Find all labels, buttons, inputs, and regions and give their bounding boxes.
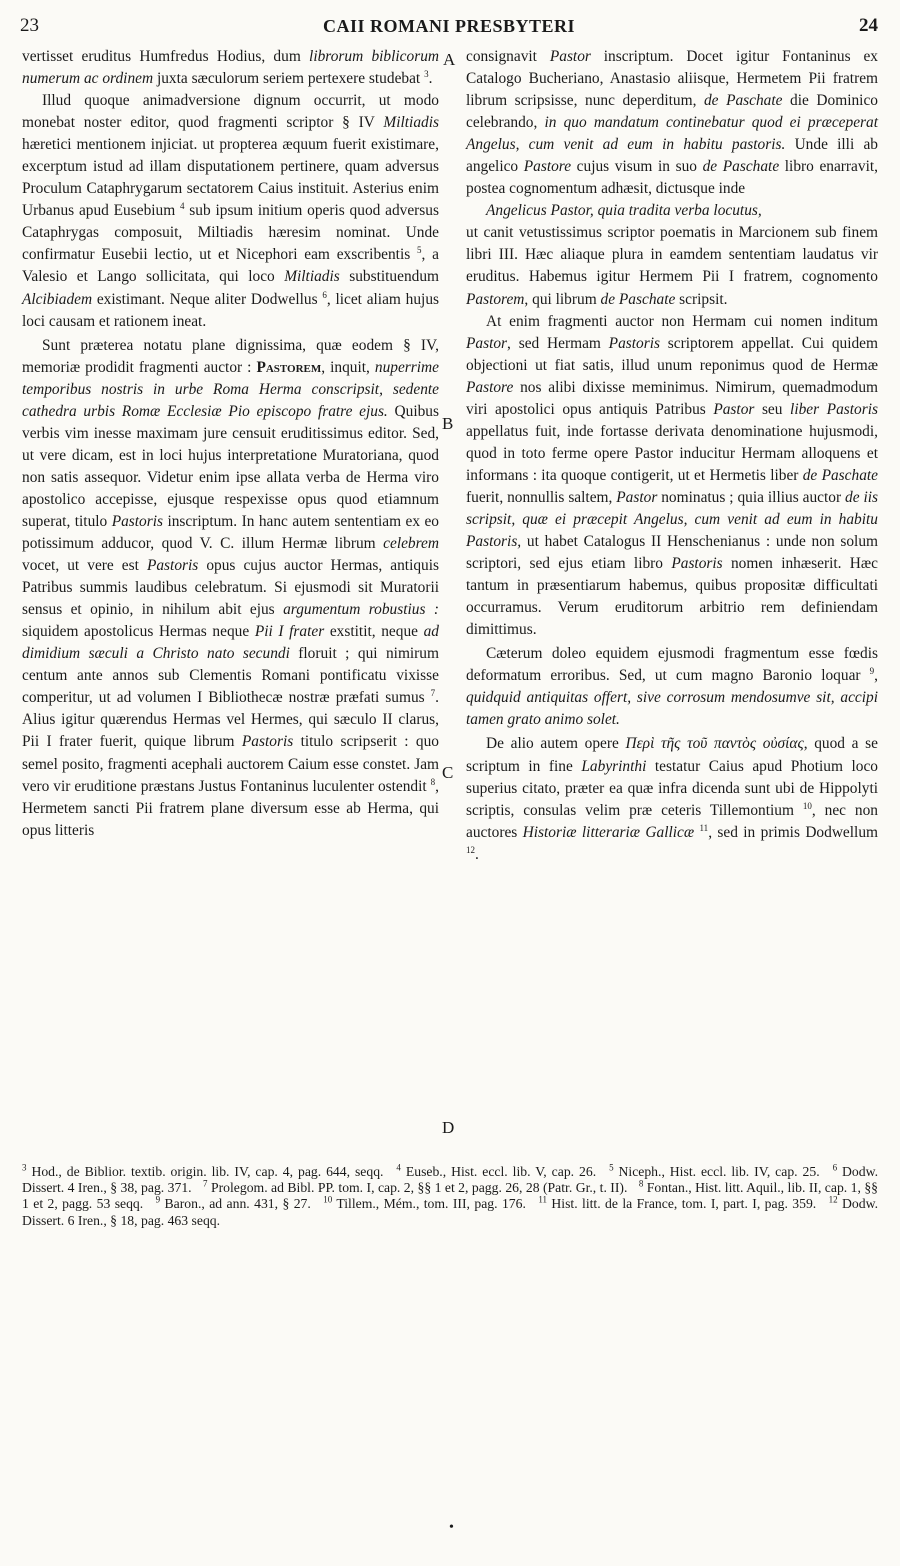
footnote: $^8$ Fontan., Hist. litt. Aquil., lib. II, cap. 1, §§ 1 et 2, pagg. 53 seqq. (22, 1178, 879, 1212)
page-number-left: 23 (20, 15, 39, 36)
bottom-mark: • (449, 1520, 454, 1535)
margin-letter-c: C (442, 763, 454, 782)
footnote: $^9$ Baron., ad ann. 431, § 27. (155, 1194, 311, 1212)
left-column (22, 46, 439, 842)
page-number-right: 24 (859, 15, 878, 36)
right-paragraph-4: Cæterum doleo equidem ejusmodi fragmentum esse fœdis deformatum erroribus. Sed, ut cum magno Baronio loquar $^9$, quidquid antiquitas offert, sive corrosum mendosumve sit, accipi tamen grato animo solet. (466, 645, 878, 729)
footnote: $^{12}$ Dodw. Dissert. 6 Iren., § 18, pag. 463 seqq. (22, 1194, 879, 1228)
left-paragraph-3: Sunt præterea notatu plane dignissima, quæ eodem § IV, memoriæ prodidit fragmenti auctor : Pastorem, inquit, nuperrime temporibus nostris in urbe Roma Herma conscripsit, sedente cathedra urbis Romæ Ecclesiæ Pio episcopo fratre ejus. Quibus verbis vim inesse maximam jure censuit eruditissimus editor. Sed, ut vere dicam, est in loci hujus interpretatione Muratoriana, quod non satis assequor. Videtur enim ipse allata verba de Herma viro apostolico accepisse, ejusque respexisse opus quod etiamnum superat, titulo Pastoris inscriptum. In hanc autem sententiam ex eo potissimum adducor, quod V. C. illum Hermæ librum celebrem vocet, ut vere est Pastoris opus cujus auctor Hermas, antiquis Patribus summis laudibus celebratum. Si ejusmodi sit Muratorii sensus et opinio, in nihilum abit ejus argumentum robustius : siquidem apostolicus Hermas neque Pii I frater exstitit, neque ad dimidium sæculi a Christo nato secundi floruit ; qui nimirum centum ante annos sub Clementis Romani pontificatu vixisse comperitur, ut ad volumen I Bibliothecæ nostræ præfati sumus $^7$. Alius igitur quærendus Hermas vel Hermes, qui sæculo II clarus, Pii I frater fuerit, quique librum Pastoris titulo scripserit : quo semel posito, fragmenti acephali auctorem Caium esse constet. Jam vero vir eruditione præstans Justus Fontaninus luculenter ostendit $^8$, Hermetem sancti Pii fratrem plane diversum esse ab Herma, qui opus litteris (22, 336, 439, 839)
footnote: $^5$ Niceph., Hist. eccl. lib. IV, cap. 25. (609, 1162, 820, 1179)
footnote: $^{10}$ Tillem., Mém., tom. III, pag. 176. (323, 1194, 526, 1212)
footnote: $^3$ Hod., de Biblior. textib. origin. lib. IV, cap. 4, pag. 644, seqq. (22, 1162, 384, 1179)
margin-letter-d: D (442, 1118, 455, 1137)
verse-quotation: Angelicus Pastor, quia tradita verba locutus, (486, 202, 762, 220)
right-paragraph-3: At enim fragmenti auctor non Hermam cui nomen inditum Pastor, sed Hermam Pastoris scriptorem appellat. Cui quidem objectioni ut fiat satis, illud unum reponimus quod de Hermæ Pastore nos alibi dixisse meminimus. Nimirum, quemadmodum viri apostolici opus antiquis Patribus Pastor seu liber Pastoris appellatus fuit, inde fortasse derivata denominatione hujusmodi, quod in toto ferme opere Pastor inducitur Hermam alloquens et informans : ita quoque contigerit, ut et Hermetis liber de Paschate fuerit, nonnullis saltem, Pastor nominatus ; quia illius auctor de iis scripsit, quæ ei præcepit Angelus, cum venit ad eum in habitu Pastoris, ut habet Catalogus II Henschenianus : unde non solum scriptori, sed ejus etiam libro Pastoris nomen inhæserit. Hæc tantum in præsentiarum habemus, quibus propositæ difficultati occurramus. Verum eruditorum arbitrio rem definiendam dimittimus. (466, 312, 879, 639)
right-paragraph-2: ut canit vetustissimus scriptor poematis in Marcionem sub finem libri III. Hæc aliaque plura in eamdem sententiam laudatus vir eruditus. Habemus igitur Hermem Pii I fratrem, cognomento Pastorem, qui librum de Paschate scripsit. (466, 224, 878, 308)
footnotes (22, 1164, 878, 1229)
footnote: $^4$ Euseb., Hist. eccl. lib. V, cap. 26. (396, 1162, 597, 1179)
left-paragraph-2: Illud quoque animadversione dignum occurrit, ut modo monebat noster editor, quod fragmenti scriptor § IV Miltiadis hæretici mentionem injiciat. ut propterea æquum fuerit existimare, excerptum istud ad illam disputationem pertinere, quam adversus Proculum Cataphrygarum sectatorem Caius instituit. Asterius enim Urbanus apud Eusebium $^4$ sub ipsum initium operis quod adversus Cataphrygas composuit, Miltiadis hæresim nominat. Unde confirmatur Eusebii lectio, ut et Nicephori eam exscribentis $^5$, a Valesio et Lango sollicitata, qui loco Miltiadis substituendum Alcibiadem existimant. Neque aliter Dodwellus $^6$, licet aliam hujus loci causam et rationem ineat. (22, 92, 439, 330)
footnote: $^7$ Prolegom. ad Bibl. PP. tom. I, cap. 2, §§ 1 et 2, pagg. 26, 28 (Patr. Gr., t. II). (203, 1178, 628, 1196)
left-paragraph-1: vertisset eruditus Humfredus Hodius, dum librorum biblicorum numerum ac ordinem juxta sæculorum seriem pertexere studebat $^3$. (22, 48, 440, 88)
footnote: $^{11}$ Hist. litt. de la France, tom. I, part. I, pag. 359. (538, 1194, 817, 1212)
right-paragraph-1: consignavit Pastor inscriptum. Docet igitur Fontaninus ex Catalogo Bucheriano, Anastasio aliisque, Hermetem Pii fratrem librum scripsisse, nunc deperditum, de Paschate die Dominico celebrando, in quo mandatum continebatur quod ei præceperat Angelus, cum venit ad eum in habitu pastoris. Unde illi ab angelico Pastore cujus visum in suo de Paschate libro enarravit, postea cognomentum adhæsit, dictusque inde (466, 48, 879, 198)
running-title: CAII ROMANI PRESBYTERI (322, 16, 576, 36)
right-column (466, 46, 878, 866)
margin-letter-b: B (442, 414, 454, 433)
running-header (20, 12, 878, 40)
right-paragraph-5: De alio autem opere Περὶ τῆς τοῦ παντὸς οὐσίας, quod a se scriptum in fine Labyrinthi testatur Caius apud Photium loco superius citato, præter ea quæ infra dicenda sunt ubi de Hippolyti scriptis, consulas velim præ ceteris Tillemontium $^{10}$, nec non auctores Historiæ litterariæ Gallicæ $^{11}$, sed in primis Dodwellum $^{12}$. (466, 735, 878, 863)
margin-letter-a: A (443, 50, 456, 69)
footnote: $^6$ Dodw. Dissert. 4 Iren., § 38, pag. 371. (22, 1162, 879, 1196)
